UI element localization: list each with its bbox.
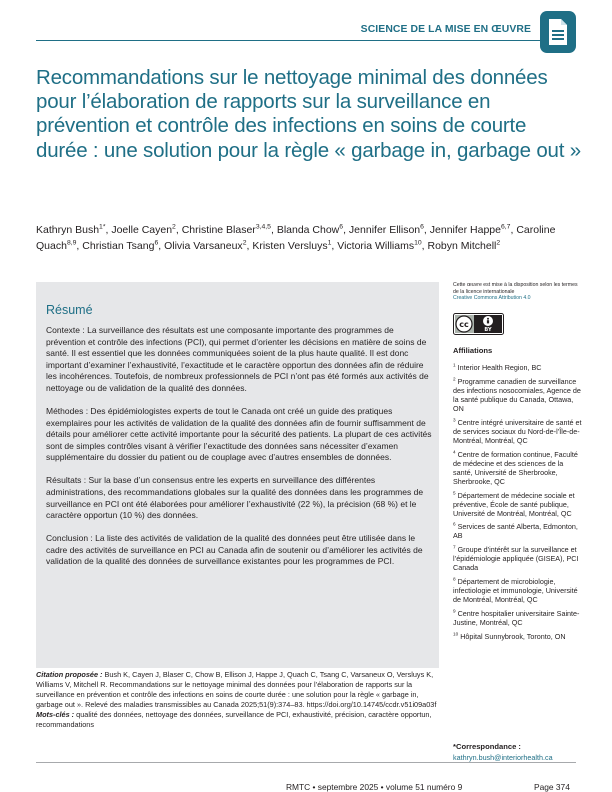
affiliation-item [453, 545, 583, 572]
footer-journal-info: RMTC • septembre 2025 • volume 51 numéro 9 [286, 782, 463, 792]
abstract-section-label: Résultats : [46, 475, 87, 486]
author-name: Jennifer Happe [429, 224, 501, 236]
section-label: SCIENCE DE LA MISE EN ŒUVRE [360, 24, 531, 35]
affiliation-number: 4 [453, 449, 456, 455]
correspondence-label: *Correspondance : [453, 742, 521, 751]
abstract-section [46, 475, 432, 521]
author-name: Kathryn Bush [36, 224, 100, 236]
author-affiliation-marker: 2 [496, 239, 501, 247]
author-affiliation-marker: 1 [327, 239, 332, 247]
author-affiliation-marker: 6 [420, 223, 424, 231]
affiliation-number: 3 [453, 417, 456, 423]
abstract-section [46, 406, 432, 464]
author-name: Robyn Mitchell [427, 239, 497, 252]
author-name: Christine Blaser [181, 224, 256, 236]
citation-block [36, 670, 439, 729]
author-affiliation-marker: 10 [414, 239, 422, 247]
author-affiliation-marker: 6 [339, 223, 344, 231]
author-name: Kristen Versluys [252, 239, 328, 252]
affiliation-item [453, 491, 583, 518]
affiliation-item [453, 363, 583, 372]
author-affiliation-marker: 8,9 [66, 239, 77, 247]
affiliation-text: Hôpital Sunnybrook, Toronto, ON [460, 631, 566, 641]
article-title: Recommandations sur le nettoyage minimal des données pour l’élaboration de rapports sur la surveillance en prévention et contrôle des infections en soins de courte durée : une solution pour la règle « garbage in, garbage out » [36, 66, 581, 162]
abstract-section [46, 533, 432, 568]
abstract-section-text: La surveillance des résultats est une composante importante des programmes de prévention et contrôle des infections (PCI), qui permet d’orienter les décisions en matière de soins de santé. Il est essentiel que les données communiquées soient de la plus haute qualité. Il est donc important d’examiner l’exhaustivité, l’exactitude et le caractère opportun des données afin de réduire les incohérences. Toutefois, de nombreux professionnels de PCI n’ont pas été formés aux activités de nettoyage ou de validation de la qualité des données. [46, 325, 429, 393]
affiliation-item [453, 377, 583, 413]
keywords: Mots-clés : qualité des données, nettoyage des données, surveillance de PCI, exhaustivité, précision, caractère opportun, recommandations [36, 709, 432, 729]
affiliation-text: Centre intégré universitaire de santé et de services sociaux du Nord-de-l’Île-de-Montréal, Montréal, QC [453, 417, 582, 445]
affiliation-number: 9 [453, 608, 456, 614]
author-name: Joelle Cayen [111, 224, 173, 236]
author-affiliation-marker: 2 [172, 223, 176, 231]
author-name: Jennifer Ellison [348, 224, 421, 236]
abstract-section-text: Sur la base d’un consensus entre les experts en surveillance des différentes administrations, des recommandations globales sur la qualité des données dans les programmes de surveillance en PCI ont été élaborées pour améliorer l’exhaustivité (22 %), la précision (68 %) et le caractère opportun (10 %) des données. [46, 475, 424, 521]
author-name: Christian Tsang [82, 239, 155, 252]
author-affiliation-marker: 6 [154, 239, 159, 247]
author-name: Caroline Quach [36, 224, 556, 252]
affiliations-heading: Affiliations [453, 346, 493, 355]
abstract-body [46, 325, 432, 579]
abstract-section [46, 325, 432, 395]
affiliation-text: Interior Health Region, BC [457, 363, 542, 372]
author-name: Victoria Williams [337, 239, 415, 252]
author-affiliation-marker: 2 [242, 239, 247, 247]
author-affiliation-marker: 3,4,5 [255, 223, 271, 231]
license-link[interactable]: Creative Commons Attribution 4.0 [453, 295, 531, 302]
document-icon [540, 11, 576, 53]
license-note: Cette œuvre est mise à la disposition selon les termes de la licence internationale Creative Commons Attribution 4.0 [453, 282, 578, 302]
author-name: Blanda Chow [276, 224, 340, 236]
author-list: Kathryn Bush$^{1*}$, Joelle Cayen$^2$, Christine Blaser$^{3,4,5}$, Blanda Chow$^6$, Jennifer Ellison$^6$, Jennifer Happe$^{6,7}$, Caroline Quach$^{8,9}$, Christian Tsang$^6$, Olivia Varsaneux$^2$, Kristen Versluys$^1$, Victoria Williams$^{10}$, Robyn Mitchell$^2$ [36, 223, 556, 252]
affiliation-item [453, 577, 583, 604]
affiliation-item [453, 418, 583, 445]
affiliation-item [453, 522, 583, 540]
cc-by-icon [453, 313, 504, 335]
affiliation-text: Services de santé Alberta, Edmonton, AB [453, 522, 578, 541]
svg-text:BY: BY [484, 327, 492, 334]
affiliation-number: 7 [453, 544, 456, 550]
svg-text:cc: cc [459, 320, 469, 329]
abstract-section-label: Méthodes : [46, 405, 89, 416]
abstract-section-label: Contexte : [46, 325, 85, 335]
affiliation-number: 5 [453, 490, 456, 496]
author-affiliation-marker: 1* [99, 223, 106, 231]
footer-divider [36, 762, 576, 763]
affiliation-text: Groupe d’intérêt sur la surveillance et l’épidémiologie appliquée (GISEA), PCI Canada [453, 545, 579, 573]
suggested-citation: Citation proposée : Bush K, Cayen J, Blaser C, Chow B, Ellison J, Happe J, Quach C, Tsang C, Varsaneux O, Versluys K, Williams V, Mitchell R. Recommandations sur le nettoyage minimal des données pour l’élaboration de rapports sur la surveillance en prévention et contrôle des infections en soins de courte durée : une solution pour la règle « garbage in, garbage out ». Relevé des maladies transmissibles au Canada 2025;51(9):374–83. https://doi.org/10.14745/ccdr.v51i09a03f [36, 670, 437, 709]
affiliation-number: 10 [453, 631, 459, 637]
abstract-heading: Résumé [46, 303, 93, 317]
abstract-section-text: Des épidémiologistes experts de tout le Canada ont créé un guide des pratiques exemplaires pour les activités de validation de la qualité des données afin de fournir suffisamment de détails pour améliorer cette activité importante pour la sécurité des patients. La plupart de ces activités sont de simples contrôles visant à vérifier l’exactitude des données sans nécessiter d’examen supplémentaire du dossier du patient ou de couplage avec d’autres ensembles de données. [46, 405, 432, 463]
affiliation-number: 6 [453, 521, 456, 527]
affiliation-item [453, 609, 583, 627]
affiliation-text: Département de microbiologie, infectiologie et immunologie, Université de Montréal, Montréal, QC [453, 577, 578, 605]
affiliation-text: Programme canadien de surveillance des infections nosocomiales, Agence de la santé publique du Canada, Ottawa, ON [453, 376, 581, 413]
abstract-section-text: La liste des activités de validation de la qualité des données peut être utilisée dans le cadre des activités de surveillance en PCI au Canada afin de soutenir ou d’améliorer les activités de validation de la qualité des données de surveillance existantes pour les programmes de PCI. [46, 533, 423, 567]
affiliation-text: Département de médecine sociale et préventive, École de santé publique, Université de Montréal, Montréal, QC [453, 490, 575, 518]
affiliation-number: 1 [453, 362, 456, 368]
author-name: Olivia Varsaneux [164, 239, 243, 252]
affiliation-number: 2 [453, 376, 456, 382]
affiliation-text: Centre hospitalier universitaire Sainte-Justine, Montréal, QC [453, 608, 580, 627]
abstract-section-label: Conclusion : [46, 533, 93, 544]
footer-page-number: Page 374 [534, 782, 570, 792]
affiliations-list [453, 363, 583, 645]
author-affiliation-marker: 6,7 [500, 223, 511, 231]
affiliation-item [453, 632, 583, 641]
affiliation-item [453, 450, 583, 486]
affiliation-number: 8 [453, 576, 456, 582]
affiliation-text: Centre de formation continue, Faculté de médecine et des sciences de la santé, Université de Sherbrooke, Sherbrooke, QC [453, 449, 578, 486]
header-divider [36, 40, 540, 41]
correspondence-email[interactable]: kathryn.bush@interiorhealth.ca [453, 753, 553, 762]
